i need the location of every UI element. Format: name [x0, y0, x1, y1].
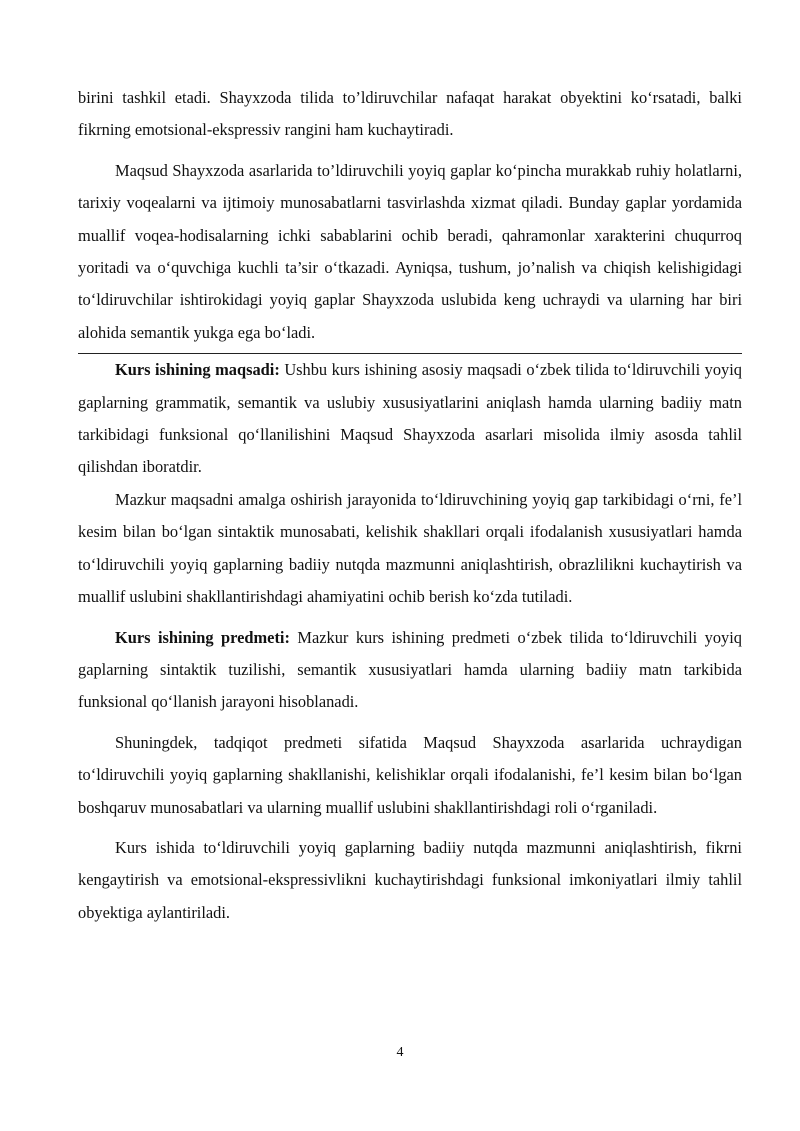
- subject-heading: Kurs ishining predmeti:: [115, 627, 290, 647]
- paragraph-analysis-object: Kurs ishida to‘ldiruvchili yoyiq gaplarning badiiy nutqda mazmunni aniqlashtirish, fikrni kengaytirish va emotsional-ekspressivlikni kuchaytirishdagi funksional imkoniyatlari ilmiy tahlil obyektiga aylantiriladi.: [78, 837, 742, 922]
- aim-text: Ushbu kurs ishining asosiy maqsadi o‘zbek tilida to‘ldiruvchili yoyiq gaplarning grammatik, semantik va uslubiy xususiyatlarini aniqlash hamda ularning badiiy matn tarkibidagi funksional qo‘llanilishini Maqsud Shayxzoda asarlari misolida ilmiy asosda tahlil qilishdan iboratdir.: [78, 360, 743, 477]
- subject-text: Mazkur kurs ishining predmeti o‘zbek tilida to‘ldiruvchili yoyiq gaplarning sintaktik tuzilishi, semantik xususiyatlari hamda ularning badiiy matn tarkibida funksional qo‘llanish jarayoni hisoblanadi.: [78, 627, 742, 712]
- paragraph-subject-details: Shuningdek, tadqiqot predmeti sifatida Maqsud Shayxzoda asarlarida uchraydigan to‘ldiruvchili yoyiq gaplarning shakllanishi, kelishiklar orqali ifodalanishi, fe’l kesim bilan bo‘lgan boshqaruv munosabatlari va ularning muallif uslubini shakllantirishdagi roli o‘rganiladi.: [78, 732, 742, 817]
- document-page: [78, 82, 742, 929]
- aim-heading: Kurs ishining maqsadi:: [115, 360, 280, 380]
- paragraph-shayxzoda-style: Maqsud Shayxzoda asarlarida to’ldiruvchili yoyiq gaplar ko‘pincha murakkab ruhiy holatlarni, tarixiy voqealarni va ijtimoiy munosabatlarni tasvirlashda xizmat qiladi. Bunday gaplar yordamida muallif voqea-hodisalarning ichki sabablarini ochib beradi, qahramonlar xarakterini chuqurroq yoritadi va o‘quvchiga kuchli ta’sir o‘tkazadi. Ayniqsa, tushum, jo’nalish va chiqish kelishigidagi to‘ldiruvchilar ishtirokidagi yoyiq gaplar Shayxzoda uslubida keng uchraydi va ularning har biri alohida semantik yukga ega bo‘ladi.: [78, 160, 742, 342]
- paragraph-subject: [78, 622, 742, 719]
- paragraph-aim-details: Mazkur maqsadni amalga oshirish jarayonida to‘ldiruvchining yoyiq gap tarkibidagi o‘rni, fe’l kesim bilan bo‘lgan sintaktik munosabati, kelishik shakllari orqali ifodalanish xususiyatlari hamda to‘ldiruvchili yoyiq gaplarning badiiy nutqda mazmunni aniqlashtirish, obrazlilikni kuchaytirish va muallif uslubini shakllantirishdagi ahamiyatini ochib berish ko‘zda tutiladi.: [78, 489, 742, 607]
- paragraph-continuation: birini tashkil etadi. Shayxzoda tilida to’ldiruvchilar nafaqat harakat obyektini ko‘rsatadi, balki fikrning emotsional-ekspressiv rangini ham kuchaytiradi.: [78, 88, 742, 140]
- paragraph-aim: [78, 354, 742, 484]
- page-number: 4: [396, 1045, 404, 1060]
